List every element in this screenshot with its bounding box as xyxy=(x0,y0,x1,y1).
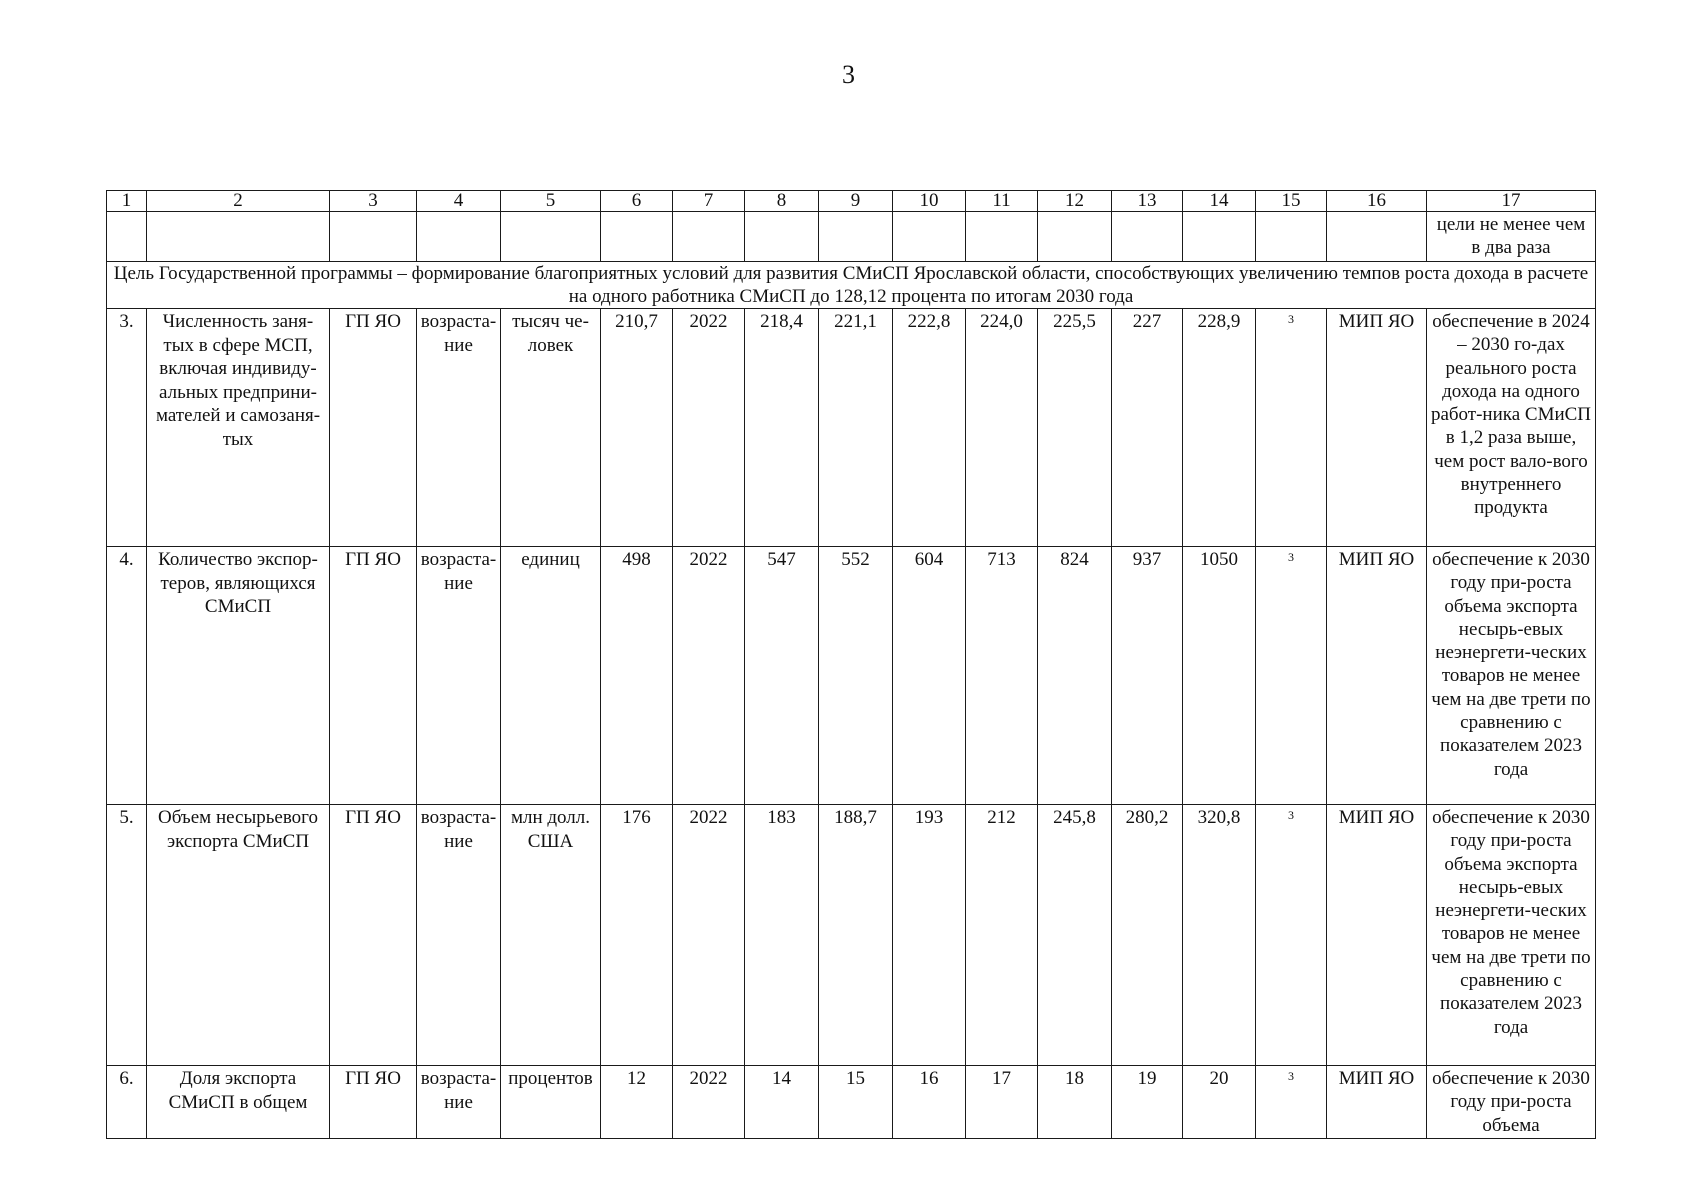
empty-cell xyxy=(745,212,819,262)
header-cell: 11 xyxy=(966,191,1038,212)
header-cell: 17 xyxy=(1427,191,1596,212)
value-2025: 552 xyxy=(819,547,893,805)
footnote-mark: 3 xyxy=(1288,808,1294,822)
base-year: 2022 xyxy=(673,309,745,547)
value-2029: 280,2 xyxy=(1112,805,1183,1066)
footnote xyxy=(1256,1066,1327,1139)
header-cell: 13 xyxy=(1112,191,1183,212)
header-cell: 4 xyxy=(417,191,501,212)
value-2028: 18 xyxy=(1038,1066,1112,1139)
link-text: обеспечение в 2024 – 2030 го-дах реального роста дохода на одного работ-ника СМиСП в 1,2 раза выше, чем рост вало-вого внутреннего продукта xyxy=(1427,309,1596,547)
header-cell: 3 xyxy=(330,191,417,212)
unit: процентов xyxy=(501,1066,601,1139)
row-number: 3. xyxy=(107,309,147,547)
value-2029: 937 xyxy=(1112,547,1183,805)
trend: возраста-ние xyxy=(417,547,501,805)
page-number: 3 xyxy=(842,60,855,89)
table-row xyxy=(107,1066,1596,1139)
base-value: 210,7 xyxy=(601,309,673,547)
value-2029: 19 xyxy=(1112,1066,1183,1139)
value-2027: 212 xyxy=(966,805,1038,1066)
value-2026: 604 xyxy=(893,547,966,805)
continuation-text: цели не менее чем в два раза xyxy=(1427,212,1596,262)
indicator-name: Численность заня-тых в сфере МСП, включая индивиду-альных предприни-мателей и самозаня-тых xyxy=(147,309,330,547)
value-2028: 225,5 xyxy=(1038,309,1112,547)
empty-cell xyxy=(1256,212,1327,262)
continuation-row xyxy=(107,212,1596,262)
base-value: 176 xyxy=(601,805,673,1066)
value-2024: 218,4 xyxy=(745,309,819,547)
responsible: МИП ЯО xyxy=(1327,547,1427,805)
empty-cell xyxy=(107,212,147,262)
value-2026: 16 xyxy=(893,1066,966,1139)
footnote xyxy=(1256,805,1327,1066)
value-2030: 320,8 xyxy=(1183,805,1256,1066)
base-value: 12 xyxy=(601,1066,673,1139)
empty-cell xyxy=(673,212,745,262)
table-row xyxy=(107,309,1596,547)
document: ГП ЯО xyxy=(330,1066,417,1139)
indicator-name: Доля экспорта СМиСП в общем xyxy=(147,1066,330,1139)
document: ГП ЯО xyxy=(330,547,417,805)
value-2029: 227 xyxy=(1112,309,1183,547)
header-cell: 7 xyxy=(673,191,745,212)
value-2026: 222,8 xyxy=(893,309,966,547)
document: ГП ЯО xyxy=(330,805,417,1066)
header-cell: 14 xyxy=(1183,191,1256,212)
trend: возраста-ние xyxy=(417,309,501,547)
value-2024: 183 xyxy=(745,805,819,1066)
goal-row xyxy=(107,262,1596,309)
empty-cell xyxy=(330,212,417,262)
value-2028: 245,8 xyxy=(1038,805,1112,1066)
empty-cell xyxy=(1038,212,1112,262)
header-cell: 8 xyxy=(745,191,819,212)
value-2027: 224,0 xyxy=(966,309,1038,547)
header-cell: 9 xyxy=(819,191,893,212)
value-2025: 15 xyxy=(819,1066,893,1139)
value-2026: 193 xyxy=(893,805,966,1066)
trend: возраста-ние xyxy=(417,1066,501,1139)
empty-cell xyxy=(893,212,966,262)
empty-cell xyxy=(501,212,601,262)
unit: единиц xyxy=(501,547,601,805)
responsible: МИП ЯО xyxy=(1327,309,1427,547)
row-number: 5. xyxy=(107,805,147,1066)
value-2030: 228,9 xyxy=(1183,309,1256,547)
value-2024: 547 xyxy=(745,547,819,805)
empty-cell xyxy=(1112,212,1183,262)
header-cell: 6 xyxy=(601,191,673,212)
header-cell: 12 xyxy=(1038,191,1112,212)
empty-cell xyxy=(417,212,501,262)
header-cell: 2 xyxy=(147,191,330,212)
header-cell: 10 xyxy=(893,191,966,212)
value-2027: 713 xyxy=(966,547,1038,805)
table-row xyxy=(107,547,1596,805)
indicator-name: Количество экспор-теров, являющихся СМиСП xyxy=(147,547,330,805)
base-year: 2022 xyxy=(673,805,745,1066)
unit: млн долл. США xyxy=(501,805,601,1066)
empty-cell xyxy=(1183,212,1256,262)
footnote xyxy=(1256,309,1327,547)
value-2027: 17 xyxy=(966,1066,1038,1139)
footnote-mark: 3 xyxy=(1288,1069,1294,1083)
footnote xyxy=(1256,547,1327,805)
table-row xyxy=(107,805,1596,1066)
header-cell: 1 xyxy=(107,191,147,212)
footnote-mark: 3 xyxy=(1288,312,1294,326)
value-2030: 1050 xyxy=(1183,547,1256,805)
empty-cell xyxy=(147,212,330,262)
value-2024: 14 xyxy=(745,1066,819,1139)
indicators-table xyxy=(106,190,1596,1139)
footnote-mark: 3 xyxy=(1288,550,1294,564)
value-2025: 221,1 xyxy=(819,309,893,547)
row-number: 6. xyxy=(107,1066,147,1139)
header-cell: 5 xyxy=(501,191,601,212)
trend: возраста-ние xyxy=(417,805,501,1066)
base-year: 2022 xyxy=(673,1066,745,1139)
indicator-name: Объем несырьевого экспорта СМиСП xyxy=(147,805,330,1066)
value-2028: 824 xyxy=(1038,547,1112,805)
header-row xyxy=(107,191,1596,212)
value-2025: 188,7 xyxy=(819,805,893,1066)
goal-text: Цель Государственной программы – формирование благоприятных условий для развития СМиСП Ярославской области, способствующих увеличению темпов роста дохода в расчете на одного работника СМиСП до 128,12 процента по итогам 2030 года xyxy=(107,262,1596,309)
link-text: обеспечение к 2030 году при-роста объема экспорта несырь-евых неэнергети-ческих товаров не менее чем на две трети по сравнению с показателем 2023 года xyxy=(1427,805,1596,1066)
header-cell: 16 xyxy=(1327,191,1427,212)
row-number: 4. xyxy=(107,547,147,805)
link-text: обеспечение к 2030 году при-роста объема xyxy=(1427,1066,1596,1139)
value-2030: 20 xyxy=(1183,1066,1256,1139)
base-value: 498 xyxy=(601,547,673,805)
responsible: МИП ЯО xyxy=(1327,805,1427,1066)
unit: тысяч че-ловек xyxy=(501,309,601,547)
empty-cell xyxy=(966,212,1038,262)
empty-cell xyxy=(819,212,893,262)
empty-cell xyxy=(601,212,673,262)
document: ГП ЯО xyxy=(330,309,417,547)
empty-cell xyxy=(1327,212,1427,262)
responsible: МИП ЯО xyxy=(1327,1066,1427,1139)
link-text: обеспечение к 2030 году при-роста объема экспорта несырь-евых неэнергети-ческих товаров не менее чем на две трети по сравнению с показателем 2023 года xyxy=(1427,547,1596,805)
base-year: 2022 xyxy=(673,547,745,805)
header-cell: 15 xyxy=(1256,191,1327,212)
